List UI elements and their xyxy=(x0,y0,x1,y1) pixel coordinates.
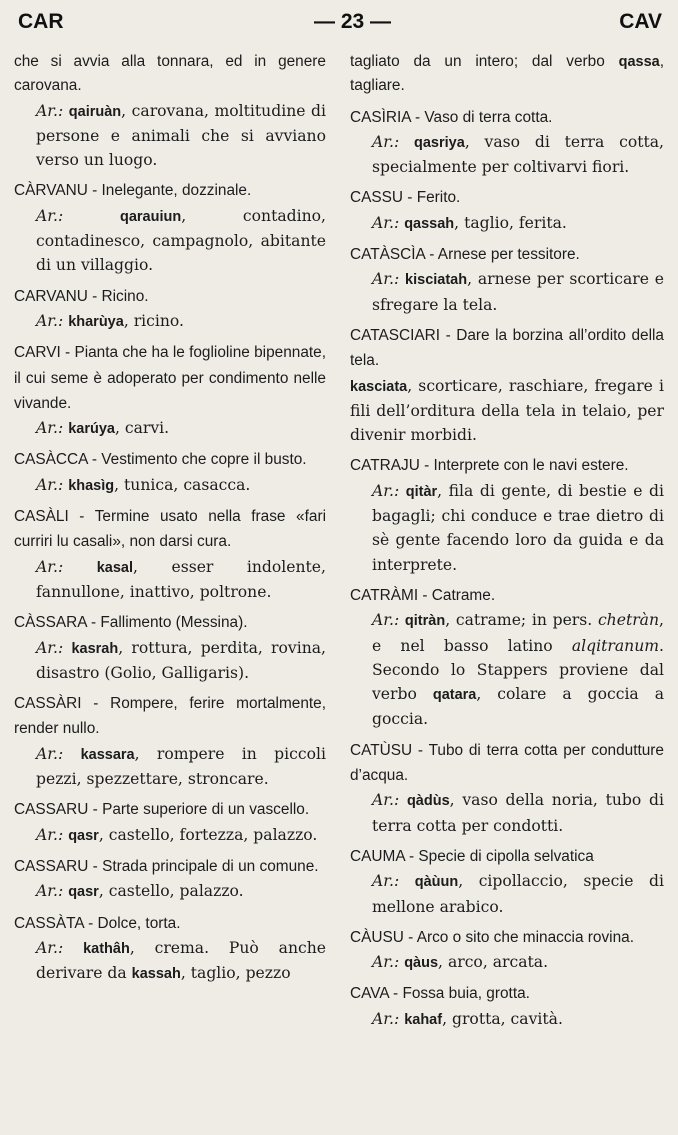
headword: CASSU xyxy=(350,189,404,207)
headword: CÀSSARA xyxy=(14,614,87,632)
arabic-word: qairuàn xyxy=(68,103,122,120)
dictionary-entry xyxy=(350,583,664,732)
headword: CATRÀMI xyxy=(350,586,419,604)
etymology-text-2: , e nel basso latino xyxy=(372,611,664,655)
arabic-word: qàus xyxy=(404,955,439,972)
arabic-word: qassa xyxy=(618,54,660,70)
dictionary-entry xyxy=(350,981,664,1032)
dictionary-entry xyxy=(14,797,326,848)
etymology-text: , castello, fortezza, palazzo. xyxy=(98,825,318,844)
arabic-word: kahaf xyxy=(404,1011,443,1028)
arabic-abbrev: Ar.: xyxy=(372,611,400,630)
etymology-text: , crema. Può anche derivare da xyxy=(36,938,326,983)
headword: CASSÀTA xyxy=(14,914,84,932)
etymology-text: , arnese per scorticare e sfregare la tela. xyxy=(372,270,664,314)
arabic-word: karúya xyxy=(68,421,115,438)
arabic-abbrev: Ar.: xyxy=(372,270,400,289)
page-header xyxy=(18,10,662,40)
header-left-guideword: CAR xyxy=(18,10,64,33)
arabic-word: qarauiun xyxy=(119,208,182,225)
etymology-text: , taglio, ferita. xyxy=(454,213,567,232)
arabic-abbrev: Ar.: xyxy=(36,882,64,901)
arabic-word: kasrah xyxy=(71,640,119,657)
dictionary-entry xyxy=(14,504,326,604)
dictionary-entry xyxy=(350,105,664,180)
etymology-text: , grotta, cavità. xyxy=(442,1009,563,1028)
entry-definition: - Ferito. xyxy=(403,189,461,207)
arabic-verb: qatara xyxy=(432,687,477,704)
arabic-abbrev: Ar.: xyxy=(36,825,64,844)
entry-definition: - Parte superiore di un vascello. xyxy=(88,801,310,819)
headword: CASSARU xyxy=(14,801,89,819)
etymology-text: , vaso della noria, tubo di terra cotta per condotti. xyxy=(372,791,664,835)
headword: CASÀCCA xyxy=(14,451,88,469)
dictionary-entry xyxy=(14,447,326,498)
dictionary-entry xyxy=(350,844,664,919)
dictionary-entry xyxy=(14,691,326,791)
entry-definition: - Fossa buia, grotta. xyxy=(388,985,530,1003)
dictionary-entry xyxy=(350,50,664,99)
etymology-text-secondary: , taglio, pezzo xyxy=(180,964,291,983)
etymology-text: , scorticare, raschiare, fregare i fili dell’orditura della tela in telaio, per divenir morbidi. xyxy=(350,376,664,445)
entry-definition-continued: genere carovana. xyxy=(14,53,326,95)
entry-definition: tagliato da un intero; dal verbo xyxy=(350,53,605,70)
headword: CASSARU xyxy=(14,857,89,875)
entry-definition: - Pianta che ha le foglioline bipennate, il cui seme è adoperato per condimento nelle vivande. xyxy=(14,344,327,412)
arabic-abbrev: Ar.: xyxy=(36,475,64,494)
arabic-abbrev: Ar.: xyxy=(372,953,400,972)
arabic-word-secondary: kassah xyxy=(131,966,181,983)
entry-definition: - Inelegante, dozzinale. xyxy=(87,182,252,200)
arabic-word: kisciatah xyxy=(405,272,468,289)
dictionary-entry xyxy=(14,854,326,905)
headword: CATASCIARI xyxy=(350,326,441,344)
arabic-word: khasìg xyxy=(68,477,115,494)
etymology-text: , ricino. xyxy=(123,311,185,330)
entry-definition: - Vestimento che copre il busto. xyxy=(87,451,307,469)
persian-word: chetràn xyxy=(597,611,660,630)
headword: CATRAJU xyxy=(350,457,420,475)
etymology-text-4: , colare a goccia a goccia. xyxy=(372,685,664,729)
entry-definition: - Fallimento (Messina). xyxy=(86,614,248,632)
arabic-abbrev: Ar.: xyxy=(36,557,64,576)
arabic-abbrev: Ar.: xyxy=(372,132,400,151)
etymology-text: , contadino, contadinesco, campagnolo, abitante di un villaggio. xyxy=(36,206,326,275)
arabic-abbrev: Ar.: xyxy=(372,213,400,232)
right-column xyxy=(350,50,664,1038)
arabic-word: qasriya xyxy=(414,134,465,151)
etymology-text: , rottura, perdita, rovina, disastro (Golio, Galligaris). xyxy=(36,638,326,682)
headword: CARVANU xyxy=(14,287,88,305)
etymology-text: , carovana, moltitudine di persone e animali che si avviano verso un luogo. xyxy=(36,101,326,170)
entry-definition: - Ricino. xyxy=(87,287,149,305)
entry-definition: - Dolce, torta. xyxy=(83,914,181,932)
etymology-text: , castello, palazzo. xyxy=(98,882,244,901)
arabic-word: qitàr xyxy=(405,483,438,500)
dictionary-entry xyxy=(350,925,664,976)
entry-definition: - Tubo di terra cotta per condutture d’acqua. xyxy=(350,741,664,785)
arabic-word: qasr xyxy=(68,827,99,844)
headword: CÀRVANU xyxy=(14,182,88,200)
entry-definition: - Interprete con le navi estere. xyxy=(419,457,629,475)
arabic-abbrev: Ar.: xyxy=(36,206,64,225)
headword: CARVI xyxy=(14,344,61,362)
dictionary-entry xyxy=(350,185,664,236)
dictionary-entry xyxy=(14,610,326,685)
headword: CASSÀRI xyxy=(14,695,82,713)
entry-definition: - Dare la borzina all’ordito della tela. xyxy=(350,326,664,370)
arabic-word: qitràn xyxy=(404,613,446,630)
headword: CATÀSCÌA xyxy=(350,246,425,264)
etymology-text: , arco, arcata. xyxy=(438,953,549,972)
etymology-text: , cipollaccio, specie di mellone arabico. xyxy=(372,872,664,916)
entry-definition: - Vaso di terra cotta. xyxy=(410,108,553,126)
arabic-word: qassah xyxy=(404,215,455,232)
dictionary-entry xyxy=(14,911,326,987)
etymology-text: , tunica, casacca. xyxy=(114,475,251,494)
arabic-abbrev: Ar.: xyxy=(372,872,400,891)
headword: CATÙSU xyxy=(350,741,413,759)
arabic-word: qasr xyxy=(68,884,99,901)
dictionary-entry xyxy=(350,453,664,576)
arabic-word: kharùya xyxy=(68,313,124,330)
latin-word: alqitranum xyxy=(571,636,660,655)
entry-definition: - Rompere, ferire mortalmente, render nullo. xyxy=(14,695,326,738)
arabic-abbrev: Ar.: xyxy=(36,311,64,330)
headword: CAVA xyxy=(350,985,389,1003)
entry-definition: - Arco o sito che minaccia rovina. xyxy=(403,928,634,946)
arabic-word: kasal xyxy=(96,559,134,576)
etymology-text-3: . Secondo lo Stappers proviene dal verbo xyxy=(372,636,664,704)
left-column xyxy=(14,50,326,992)
etymology-text: , fila di gente, di bestie e di bagagli; chi conduce e trae dietro di sè gente facendo loro da guida e da interprete. xyxy=(372,481,664,574)
arabic-abbrev: Ar.: xyxy=(36,744,64,763)
dictionary-entry xyxy=(350,738,664,838)
arabic-word: kathâh xyxy=(83,940,130,957)
etymology-text: , catrame; in pers. xyxy=(445,611,593,630)
arabic-word: qàùun xyxy=(414,874,459,891)
entry-definition: - Catrame. xyxy=(418,586,496,604)
arabic-word: qàdùs xyxy=(406,793,450,810)
dictionary-entry xyxy=(14,340,326,441)
header-right-guideword: CAV xyxy=(619,10,662,33)
arabic-abbrev: Ar.: xyxy=(36,419,64,438)
arabic-abbrev: Ar.: xyxy=(372,791,400,810)
entry-definition: - Arnese per tessitore. xyxy=(424,246,580,264)
entry-definition: che si avvia alla tonnara, ed in xyxy=(14,53,267,70)
headword: CASÌRIA xyxy=(350,108,411,126)
etymology-text: , vaso di terra cotta, specialmente per coltivarvi fiori. xyxy=(372,132,664,177)
arabic-abbrev: Ar.: xyxy=(36,638,64,657)
etymology-text: , rompere in piccoli pezzi, spezzettare, stroncare. xyxy=(36,744,326,789)
arabic-abbrev: Ar.: xyxy=(36,938,64,957)
dictionary-entry xyxy=(350,242,664,317)
headword: CAUMA xyxy=(350,847,405,865)
etymology-text: , carvi. xyxy=(114,419,170,438)
headword: CÀUSU xyxy=(350,928,404,946)
page-number: — 23 — xyxy=(314,10,392,33)
dictionary-entry xyxy=(14,284,326,335)
dictionary-entry xyxy=(14,50,326,172)
entry-definition: - Specie di cipolla selvatica xyxy=(404,847,594,865)
headword: CASÀLI xyxy=(14,508,69,526)
entry-definition-tail: , tagliare. xyxy=(350,53,665,95)
arabic-abbrev: Ar.: xyxy=(36,101,64,120)
arabic-word: kassara xyxy=(80,746,135,763)
etymology-text: , esser indolente, fannullone, inattivo, poltrone. xyxy=(36,557,326,601)
arabic-word: kasciata xyxy=(350,378,408,395)
dictionary-entry xyxy=(350,323,664,447)
entry-definition: - Strada principale di un comune. xyxy=(88,857,319,875)
entry-definition: - Termine usato nella frase «fari curriri lu casali», non darsi cura. xyxy=(14,508,326,551)
dictionary-entry xyxy=(14,178,326,277)
arabic-abbrev: Ar.: xyxy=(372,1009,400,1028)
arabic-abbrev: Ar.: xyxy=(372,481,400,500)
